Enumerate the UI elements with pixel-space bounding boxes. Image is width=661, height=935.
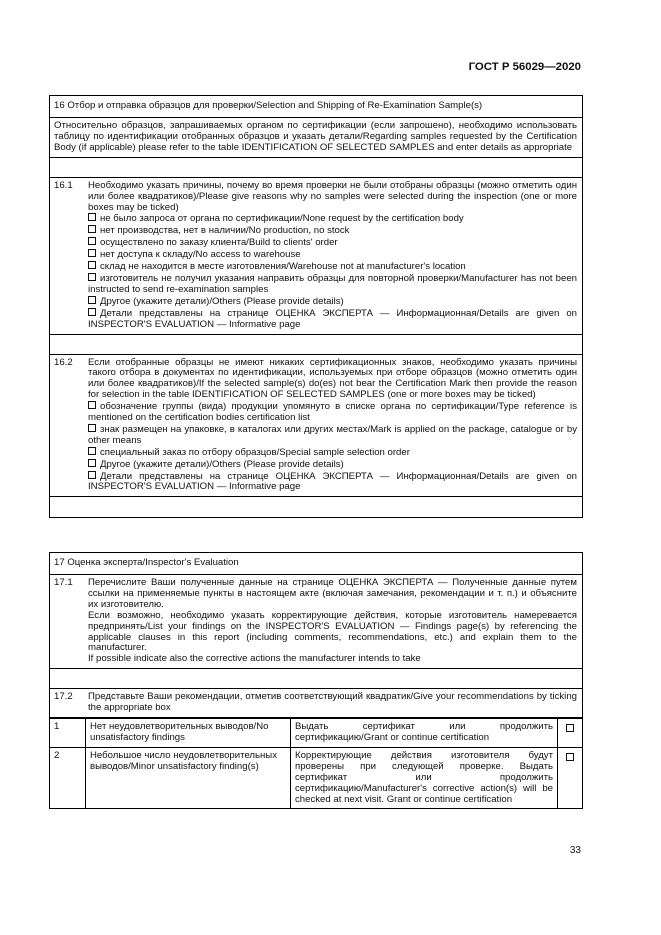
rec-checkbox-cell <box>558 719 583 748</box>
standard-code: ГОСТ Р 56029—2020 <box>468 61 581 73</box>
page-number: 33 <box>569 845 581 856</box>
checkbox-option <box>88 296 577 308</box>
checkbox-option <box>88 249 577 261</box>
checkbox-option <box>88 237 577 249</box>
blank-row <box>50 158 582 178</box>
checkbox-icon[interactable] <box>88 261 96 269</box>
rec-action: Выдать сертификат или продолжить сертификацию/Grant or continue certification <box>291 719 558 748</box>
blank-row <box>50 335 582 355</box>
checkbox-icon[interactable] <box>88 471 96 479</box>
blank-row <box>50 497 582 517</box>
rec-number: 1 <box>50 719 86 748</box>
option-label: специальный заказ по отбору образцов/Special sample selection order <box>100 446 410 458</box>
option-label: не было запроса от органа по сертификации/None request by the certification body <box>100 213 464 225</box>
item-16-1 <box>50 178 582 335</box>
checkbox-option <box>88 447 577 459</box>
item-body <box>88 578 577 665</box>
table-row <box>50 747 582 808</box>
option-label: изготовитель не получил указания направить образцы для повторной проверки/Manufacturer has not been instructed to send re-examination samples <box>88 272 577 295</box>
option-label: нет доступа к складу/No access to warehouse <box>100 249 301 261</box>
option-label: Другое (укажите детали)/Others (Please provide details) <box>100 295 344 307</box>
rec-finding: Нет неудовлетворительных выводов/No unsatisfactory findings <box>86 719 291 748</box>
recommendations-table-wrap <box>50 718 582 808</box>
checkbox-option <box>88 308 577 331</box>
option-label: осуществлено по заказу клиента/Build to clients' order <box>100 237 338 249</box>
rec-checkbox-cell <box>558 747 583 808</box>
checkbox-option <box>88 213 577 225</box>
section-17-title: 17 Оценка эксперта/Inspector's Evaluation <box>50 553 582 575</box>
item-17-1 <box>50 575 582 669</box>
item-paragraph: Если возможно, необходимо указать корректирующие действия, которые изготовитель намеревается предпринять/List your findings on the INSPECTOR'S EVALUATION — Findings page(s) by referencing the applicable clauses in this report (including comments, recommendations, etc.) and explain them to the manufacturer. <box>88 609 577 654</box>
checkbox-option <box>88 261 577 273</box>
checkbox-icon[interactable] <box>88 213 96 221</box>
checkbox-icon[interactable] <box>88 308 96 316</box>
rec-finding: Небольшое число неудовлетворительных выводов/Minor unsatisfactory finding(s) <box>86 747 291 808</box>
option-label: склад не находится в месте изготовления/Warehouse not at manufacturer's location <box>100 261 466 273</box>
option-label: знак размещен на упаковке, в каталогах или других местах/Mark is applied on the package, catalogue or by other means <box>88 423 577 446</box>
checkbox-icon[interactable] <box>88 296 96 304</box>
checkbox-icon[interactable] <box>88 225 96 233</box>
section-16-title: 16 Отбор и отправка образцов для проверки/Selection and Shipping of Re-Examination Sample(s) <box>50 96 582 118</box>
checkbox-icon[interactable] <box>88 249 96 257</box>
checkbox-option <box>88 273 577 296</box>
section-17-table <box>49 552 583 809</box>
item-text: Если отобранные образцы не имеют никаких сертификационных знаков, необходимо указать причины такого отбора в документах по идентификации, используемых при отборе образцов (можно отметить один или более квадратиков)/If the selected sample(s) do(es) not bear the Certification Mark then provide the reason for selection in the table IDENTIFICATION OF SELECTED SAMPLES (one or more boxes may be ticked) <box>88 356 577 401</box>
item-body <box>88 181 577 331</box>
item-text: Представьте Ваши рекомендации, отметив соответствующий квадратик/Give your recommendations by ticking the appropriate box <box>88 691 577 714</box>
rec-action: Корректирующие действия изготовителя будут проверены при следующей проверке. Выдать сертификат или продолжить сертификацию/Manufacturer's corrective action(s) will be checked at next visit. Grant or continue certification <box>291 747 558 808</box>
checkbox-icon[interactable] <box>566 753 574 761</box>
rec-number: 2 <box>50 747 86 808</box>
item-number: 17.1 <box>54 577 73 588</box>
checkbox-icon[interactable] <box>88 273 96 281</box>
item-body <box>88 358 577 494</box>
option-label: Детали представлены на странице ОЦЕНКА ЭКСПЕРТА — Информационная/Details are given on INSPECTOR'S EVALUATION — Informative page <box>88 307 577 330</box>
item-16-2 <box>50 355 582 498</box>
checkbox-icon[interactable] <box>88 459 96 467</box>
checkbox-option <box>88 459 577 471</box>
section-16-table <box>49 95 583 518</box>
option-label: нет производства, нет в наличии/No production, no stock <box>100 225 350 237</box>
option-label: Другое (укажите детали)/Others (Please provide details) <box>100 458 344 470</box>
checkbox-icon[interactable] <box>88 237 96 245</box>
item-number: 16.1 <box>54 179 73 191</box>
item-number: 16.2 <box>54 356 73 368</box>
blank-row <box>50 669 582 689</box>
item-paragraph: If possible indicate also the corrective actions the manufacturer intends to take <box>88 653 421 665</box>
option-label: Детали представлены на странице ОЦЕНКА ЭКСПЕРТА — Информационная/Details are given on INSPECTOR'S EVALUATION — Informative page <box>88 470 577 493</box>
checkbox-icon[interactable] <box>566 724 574 732</box>
checkbox-icon[interactable] <box>88 447 96 455</box>
checkbox-option <box>88 401 577 424</box>
item-paragraph: Перечислите Ваши полученные данные на странице ОЦЕНКА ЭКСПЕРТА — Полученные данные путем ссылки на применяемые пункты в настоящем акте (включая замечания, рекомендации и т. п.) и объясните их изготовителю. <box>88 577 577 610</box>
option-label: обозначение группы (вида) продукции упомянуто в списке органа по сертификации/Type reference is mentioned on the certification bodies certification list <box>88 401 577 424</box>
checkbox-option <box>88 471 577 494</box>
item-text: Необходимо указать причины, почему во время проверки не были отобраны образцы (можно отметить один или более квадратиков)/Please give reasons why no samples were selected during the inspection (one or more boxes may be ticked) <box>88 179 577 213</box>
item-number: 17.2 <box>54 691 73 703</box>
checkbox-option <box>88 424 577 447</box>
checkbox-icon[interactable] <box>88 424 96 432</box>
checkbox-option <box>88 225 577 237</box>
item-17-2 <box>50 689 582 718</box>
table-row <box>50 719 582 748</box>
section-16-intro: Относительно образцов, запрашиваемых органом по сертификации (если запрошено), необходимо использовать таблицу по идентификации отобранных образцов и указать детали/Regarding samples requested by the Certification Body (if applicable) please refer to the table IDENTIFICATION OF SELECTED SAMPLES and enter details as appropriate <box>50 118 582 158</box>
recommendations-table <box>50 718 582 808</box>
checkbox-icon[interactable] <box>88 401 96 409</box>
